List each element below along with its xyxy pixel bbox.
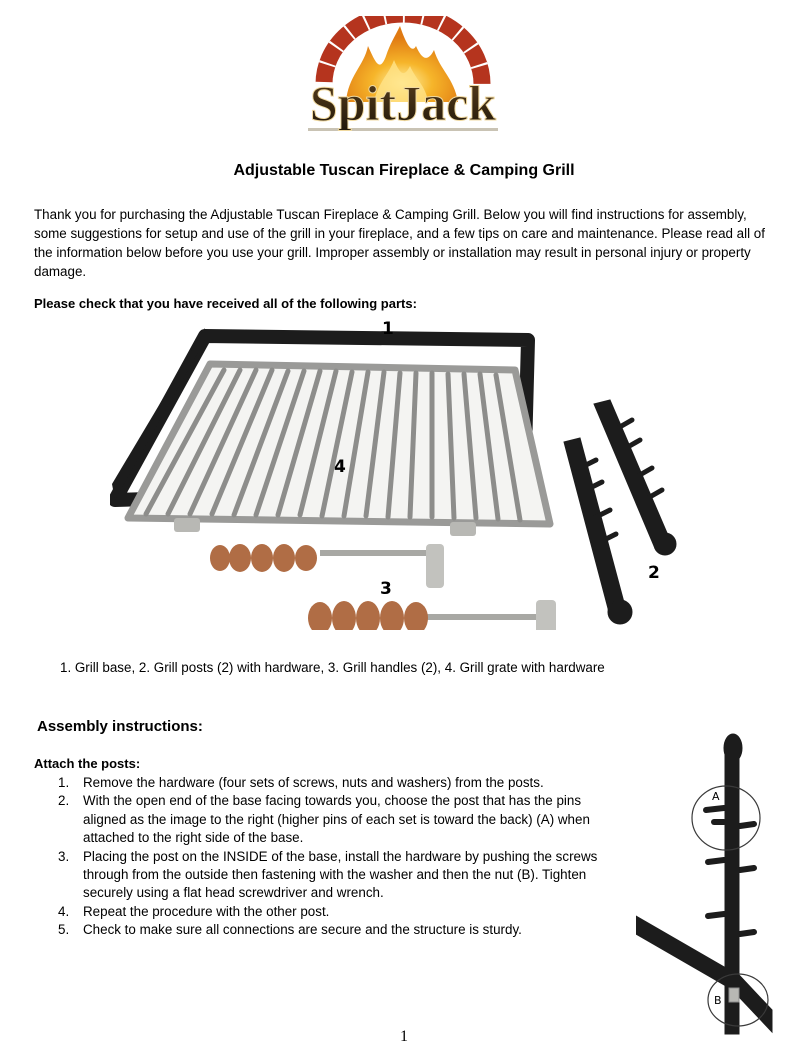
assembly-heading: Assembly instructions: — [37, 718, 203, 735]
step-number: 5. — [58, 922, 70, 938]
step-text: Check to make sure all connections are secure and the structure is sturdy. — [83, 922, 522, 938]
parts-heading: Please check that you have received all of the following parts: — [34, 296, 417, 311]
step-item — [58, 903, 618, 921]
step-text: With the open end of the base facing towards you, choose the post that has the pins aligned as the image to the right (higher pins of each set is toward the back) (A) when attached to the right side of the base. — [83, 793, 590, 846]
step-item — [58, 792, 618, 847]
spitjack-logo — [294, 16, 512, 138]
grill-posts — [564, 400, 676, 624]
step-number: 4. — [58, 903, 70, 919]
step-text: Remove the hardware (four sets of screws, nuts and washers) from the posts. — [83, 775, 544, 790]
parts-label-1: 1 — [382, 319, 394, 339]
intro-paragraph: Thank you for purchasing the Adjustable Tuscan Fireplace & Camping Grill. Below you will find instructions for assembly, some suggestions for setup and use of the grill in your fireplace, and a few tips on care and maintenance. Please read all of the information below before you use your grill. Improper assembly or installation may result in personal injury or property damage. — [34, 207, 765, 279]
step-number: 1. — [58, 775, 70, 790]
parts-label-2: 2 — [648, 563, 660, 583]
post-label-b: B — [714, 994, 722, 1007]
step-text: Repeat the procedure with the other post. — [83, 903, 330, 919]
parts-label-4: 4 — [334, 457, 346, 477]
post-detail — [636, 734, 772, 1034]
step-number: 2. — [58, 793, 70, 809]
assembly-steps — [58, 774, 618, 940]
parts-label-3: 3 — [380, 579, 392, 599]
document-title: Adjustable Tuscan Fireplace & Camping Grill — [233, 162, 575, 179]
logo-wordmark: SpitJack — [309, 75, 497, 131]
post-attachment-figure — [636, 730, 786, 1038]
grill-grate — [128, 364, 550, 536]
parts-caption: 1. Grill base, 2. Grill posts (2) with hardware, 3. Grill handles (2), 4. Grill grate with hardware — [60, 660, 605, 675]
step-number: 3. — [58, 848, 70, 864]
step-item — [58, 774, 618, 792]
step-text: Placing the post on the INSIDE of the base, install the hardware by pushing the screws through from the outside then fastening with the washer and then the nut (B). Tighten securely using a flat head screwdriver and wrench. — [83, 848, 598, 901]
page-number: 1 — [400, 1028, 408, 1045]
step-item — [58, 848, 618, 903]
step-item — [58, 921, 618, 939]
post-label-a: A — [712, 790, 720, 803]
parts-figure — [110, 318, 690, 630]
posts-heading: Attach the posts: — [34, 756, 141, 771]
